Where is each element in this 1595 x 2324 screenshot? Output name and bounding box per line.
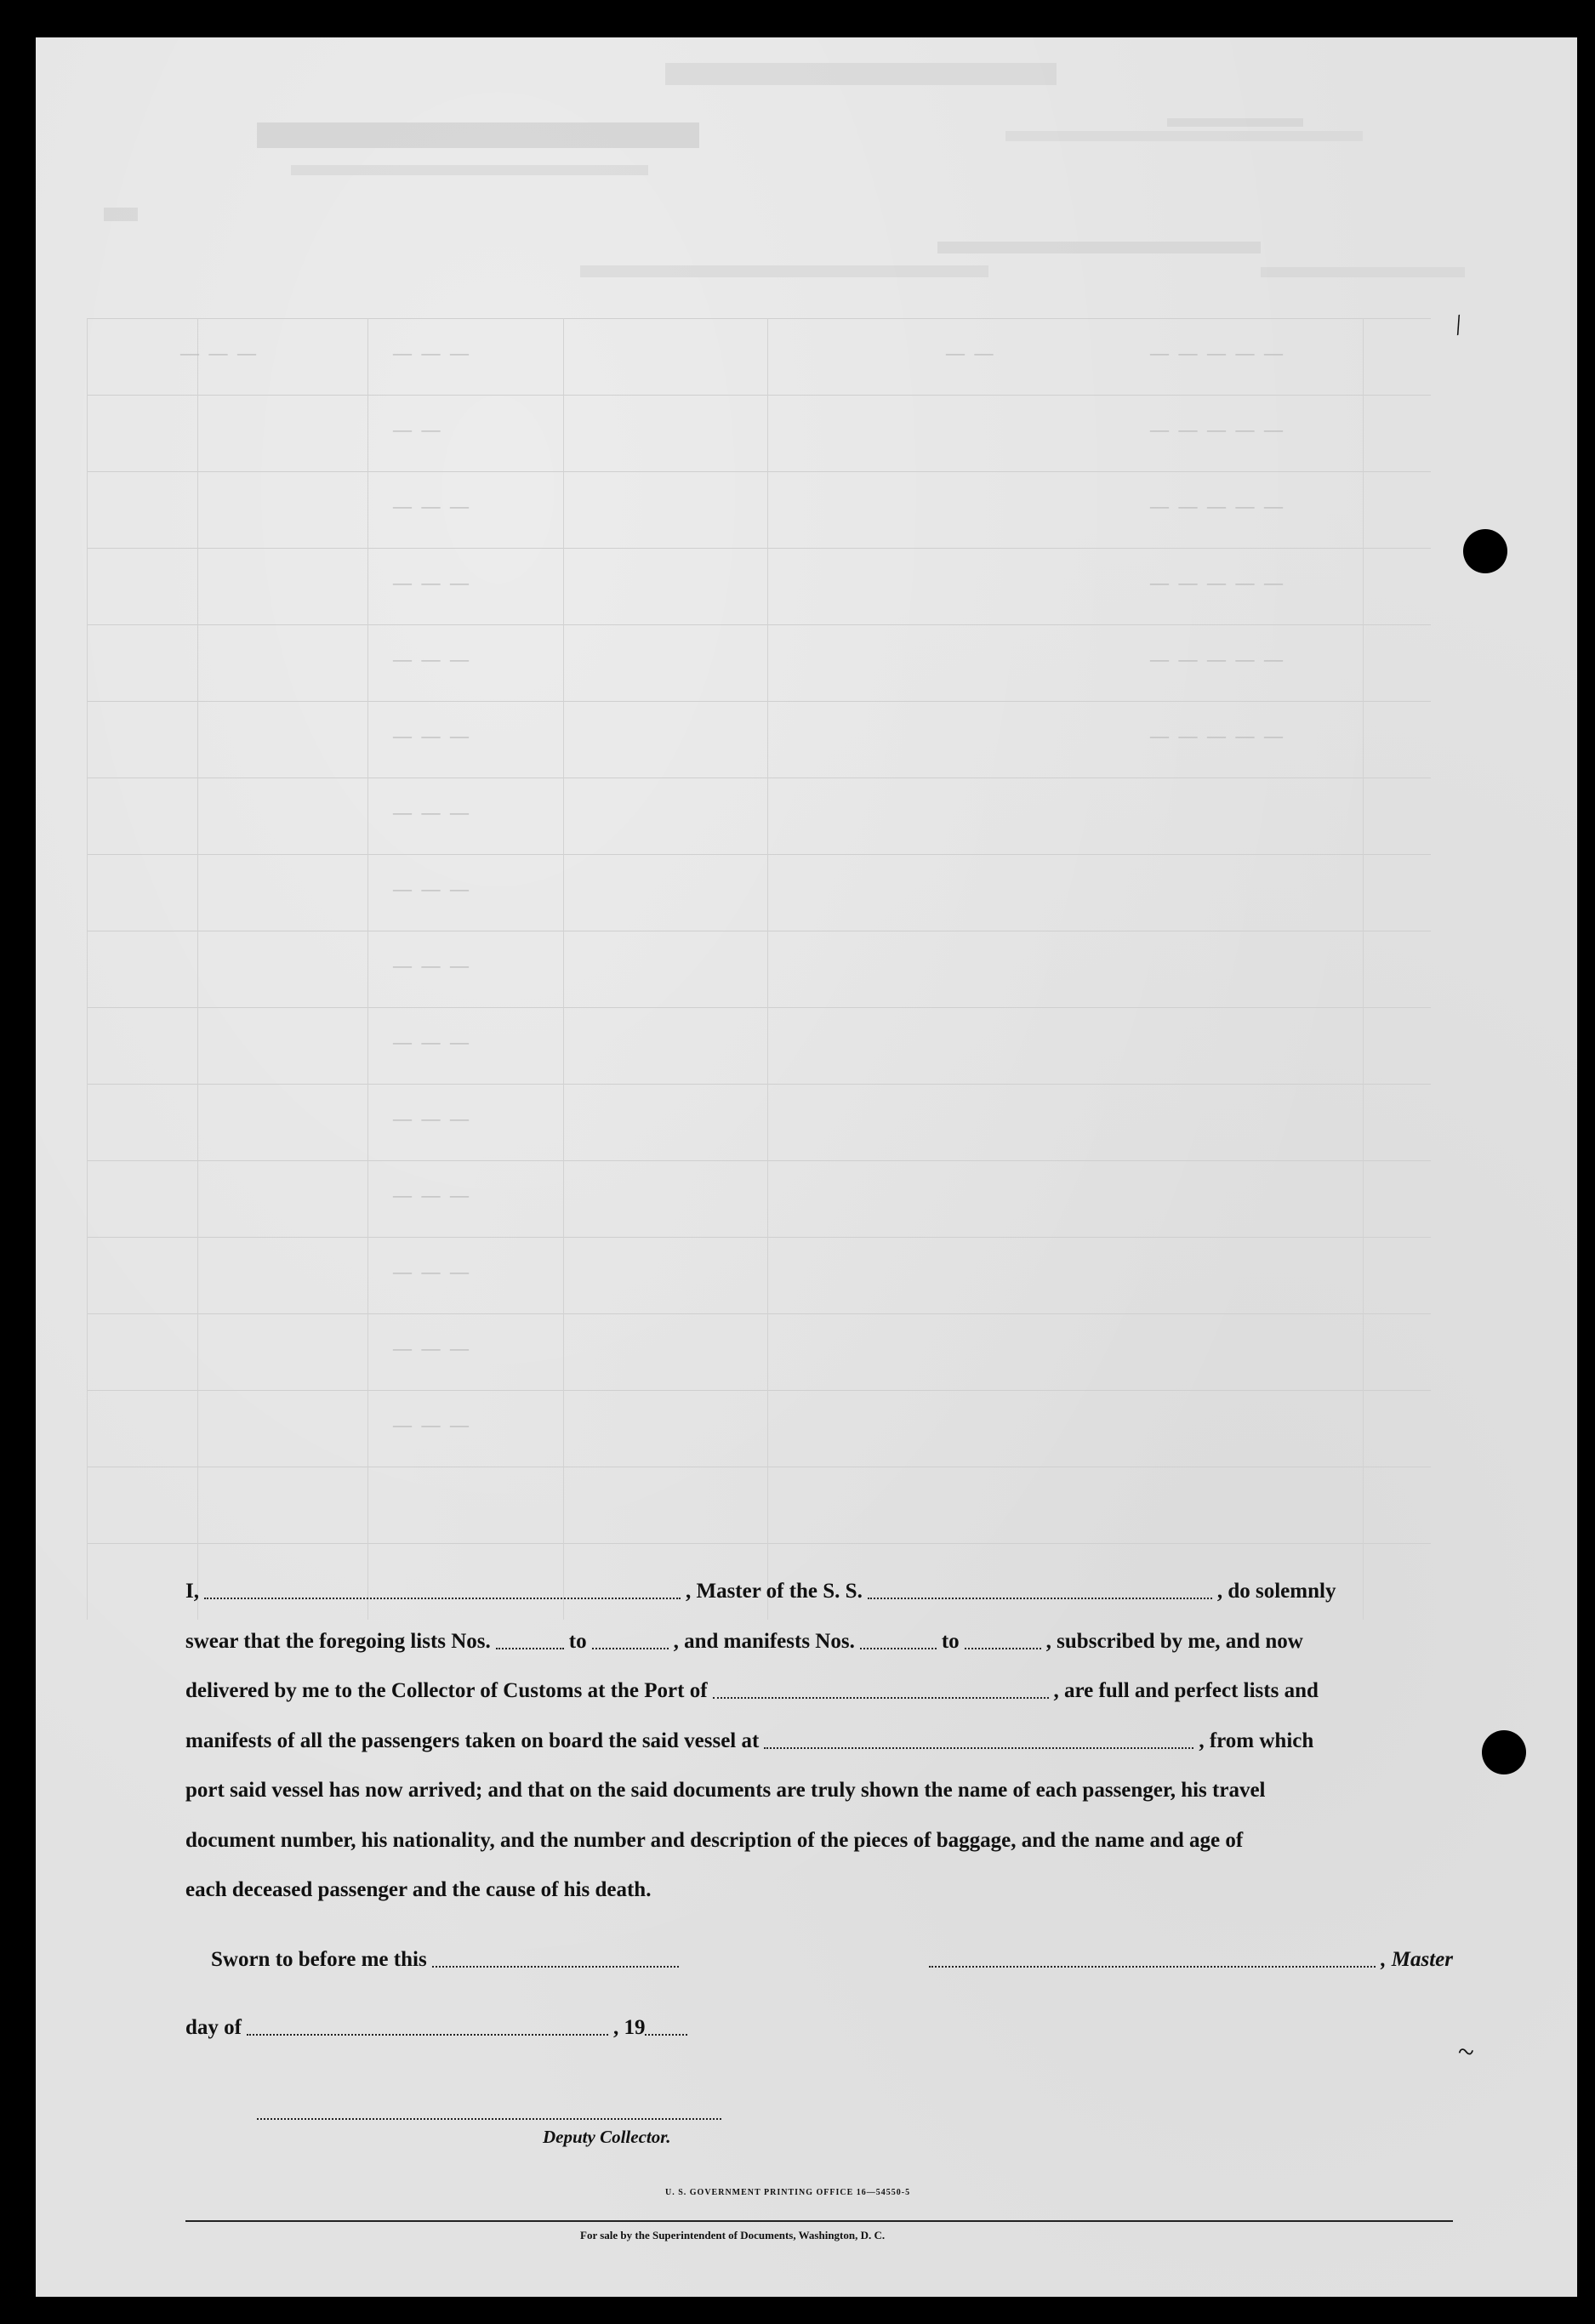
deputy-signature-line[interactable] xyxy=(257,2118,721,2120)
oath-text: port said vessel has now arrived; and that on the said documents are truly shown the name of each passenger, his travel xyxy=(185,1779,1266,1803)
printing-office-imprint: U. S. GOVERNMENT PRINTING OFFICE 16—54550-5 xyxy=(665,2188,911,2197)
oath-text: , Master of the S. S. xyxy=(685,1580,863,1603)
oath-line-3 xyxy=(185,1666,1453,1717)
oath-line-1 xyxy=(185,1567,1453,1617)
year-prefix: , 19 xyxy=(612,2016,646,2039)
oath-text: , and manifests Nos. xyxy=(673,1629,855,1653)
sworn-date-field[interactable] xyxy=(432,1952,679,1968)
oath-text: , from which xyxy=(1199,1729,1314,1752)
port-field[interactable] xyxy=(713,1683,1049,1699)
oath-line-7 xyxy=(185,1865,1453,1916)
bleed-through-header xyxy=(36,37,1577,310)
master-signature-field[interactable] xyxy=(929,1952,1376,1968)
oath-text: document number, his nationality, and the number and description of the pieces of baggage, and the name and age of xyxy=(185,1828,1244,1852)
oath-line-4 xyxy=(185,1717,1453,1767)
oath-line-6 xyxy=(185,1816,1453,1866)
oath-text: swear that the foregoing lists Nos. xyxy=(185,1629,491,1653)
oath-text: , subscribed by me, and now xyxy=(1045,1629,1303,1653)
vessel-name-field[interactable] xyxy=(868,1584,1212,1599)
sworn-label: Sworn to before me this xyxy=(211,1948,427,1971)
footer-sale-note: For sale by the Superintendent of Documents, Washington, D. C. xyxy=(580,2229,886,2241)
master-name-field[interactable] xyxy=(204,1584,681,1599)
oath-text: to xyxy=(941,1629,960,1653)
deputy-collector-label: Deputy Collector. xyxy=(543,2127,671,2147)
oath-line-2 xyxy=(185,1617,1453,1667)
manifests-from-field[interactable] xyxy=(860,1634,937,1649)
bleed-through-table: — — — — — — — — — — — — — — — — — — — — — — — — — — — — — — — — — — — — — — — — — — — — — — — — — — — — — — — — — — — — — — — — — — — — — — — — — — — — — — — xyxy=(87,318,1431,1620)
manifest-sheet xyxy=(36,37,1577,2297)
master-label: , Master xyxy=(1381,1948,1453,1971)
oath-line-5 xyxy=(185,1766,1453,1816)
lists-to-field[interactable] xyxy=(592,1634,669,1649)
year-field[interactable] xyxy=(645,2020,687,2036)
oath-text: , are full and perfect lists and xyxy=(1053,1679,1319,1703)
oath-text: manifests of all the passengers taken on board the said vessel at xyxy=(185,1729,760,1752)
oath-text: I, xyxy=(185,1580,199,1603)
oath-text: delivered by me to the Collector of Customs at the Port of xyxy=(185,1679,708,1703)
day-line xyxy=(185,2002,1453,2053)
boarding-port-field[interactable] xyxy=(764,1734,1193,1749)
footer-rule xyxy=(185,2220,1453,2222)
sworn-block xyxy=(185,1934,1453,2053)
punch-hole-bottom xyxy=(1482,1730,1526,1774)
sworn-line xyxy=(185,1934,1453,1985)
pen-mark: / xyxy=(1450,309,1467,342)
day-of-label: day of xyxy=(185,2016,242,2039)
oath-paragraph xyxy=(185,1567,1453,1916)
oath-text: each deceased passenger and the cause of his death. xyxy=(185,1878,652,1902)
oath-text: , do solemnly xyxy=(1216,1580,1336,1603)
pen-mark: ~ xyxy=(1455,2035,1477,2070)
manifests-to-field[interactable] xyxy=(965,1634,1041,1649)
day-of-field[interactable] xyxy=(247,2020,608,2036)
lists-from-field[interactable] xyxy=(496,1634,564,1649)
punch-hole-top xyxy=(1463,529,1507,573)
oath-text: to xyxy=(568,1629,587,1653)
